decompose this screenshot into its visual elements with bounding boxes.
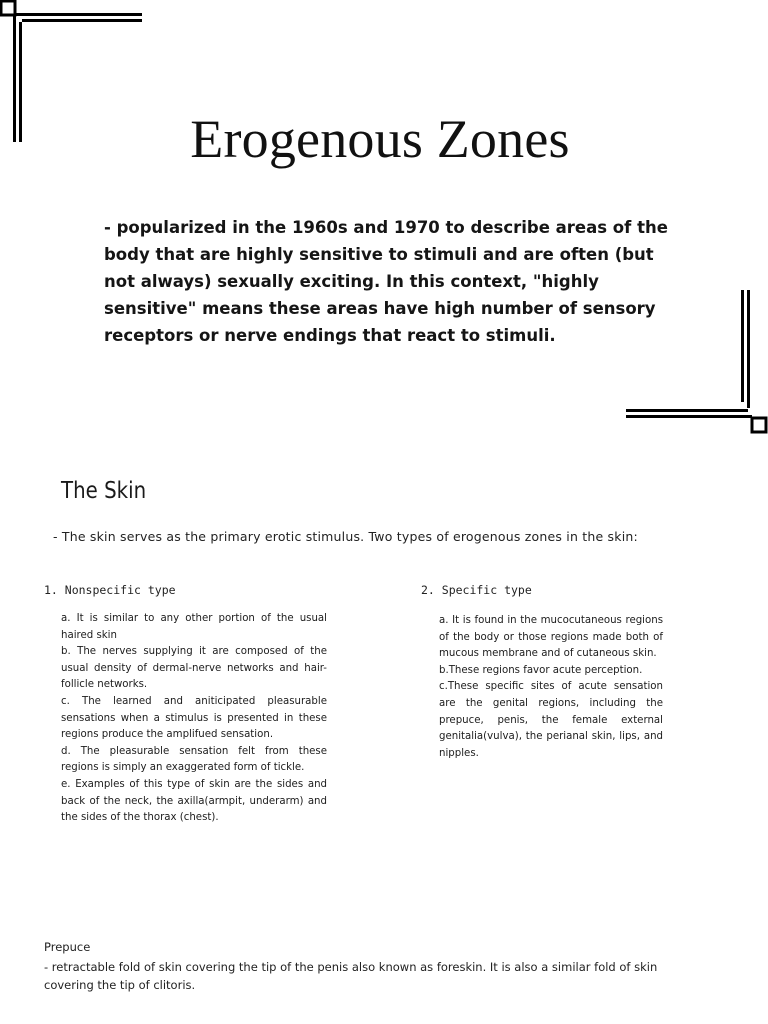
section-heading-skin: The Skin bbox=[61, 478, 147, 504]
nonspecific-type-heading: 1. Nonspecific type bbox=[44, 583, 176, 597]
definition-paragraph: - popularized in the 1960s and 1970 to describe areas of the body that are highly sensitive to stimuli and are often (but not always) sexually exciting. In this context, "highly sensitive" means these areas have high number of sensory receptors or nerve endings that react to stimuli. bbox=[104, 218, 668, 345]
specific-type-list bbox=[439, 613, 663, 762]
list-item: d. The pleasurable sensation felt from these regions is simply an exaggerated form of tickle. bbox=[61, 745, 327, 774]
list-item: a. It is similar to any other portion of the usual haired skin bbox=[61, 613, 327, 641]
list-item: c.These specific sites of acute sensation are the genital regions, including the prepuce, penis, the female external genitalia(vulva), the perianal skin, lips, and nipples. bbox=[439, 681, 663, 759]
skin-intro: - The skin serves as the primary erotic stimulus. Two types of erogenous zones in the skin: bbox=[53, 529, 638, 544]
list-item: b. The nerves supplying it are composed of the usual density of dermal-nerve networks and hair- follicle networks. bbox=[61, 646, 327, 691]
specific-type-heading: 2. Specific type bbox=[421, 583, 532, 597]
prepuce-term: Prepuce bbox=[44, 940, 91, 954]
list-item: a. It is found in the mucocutaneous regions of the body or those regions made both of mucous membrane and of cutaneous skin. bbox=[439, 615, 663, 660]
page-title: Erogenous Zones bbox=[190, 109, 570, 169]
list-item: b.These regions favor acute perception. bbox=[439, 664, 643, 676]
list-item: c. The learned and aniticipated pleasurable sensations when a stimulus is presented in these regions produce the amplifued sensation. bbox=[61, 695, 327, 741]
nonspecific-type-list bbox=[61, 611, 327, 827]
list-item: e. Examples of this type of skin are the sides and back of the neck, the axilla(armpit, underarm) and the sides of the thorax (chest). bbox=[61, 778, 327, 824]
prepuce-definition: - retractable fold of skin covering the tip of the penis also known as foreskin. It is also a similar fold of skin covering the tip of clitoris. bbox=[44, 960, 658, 992]
